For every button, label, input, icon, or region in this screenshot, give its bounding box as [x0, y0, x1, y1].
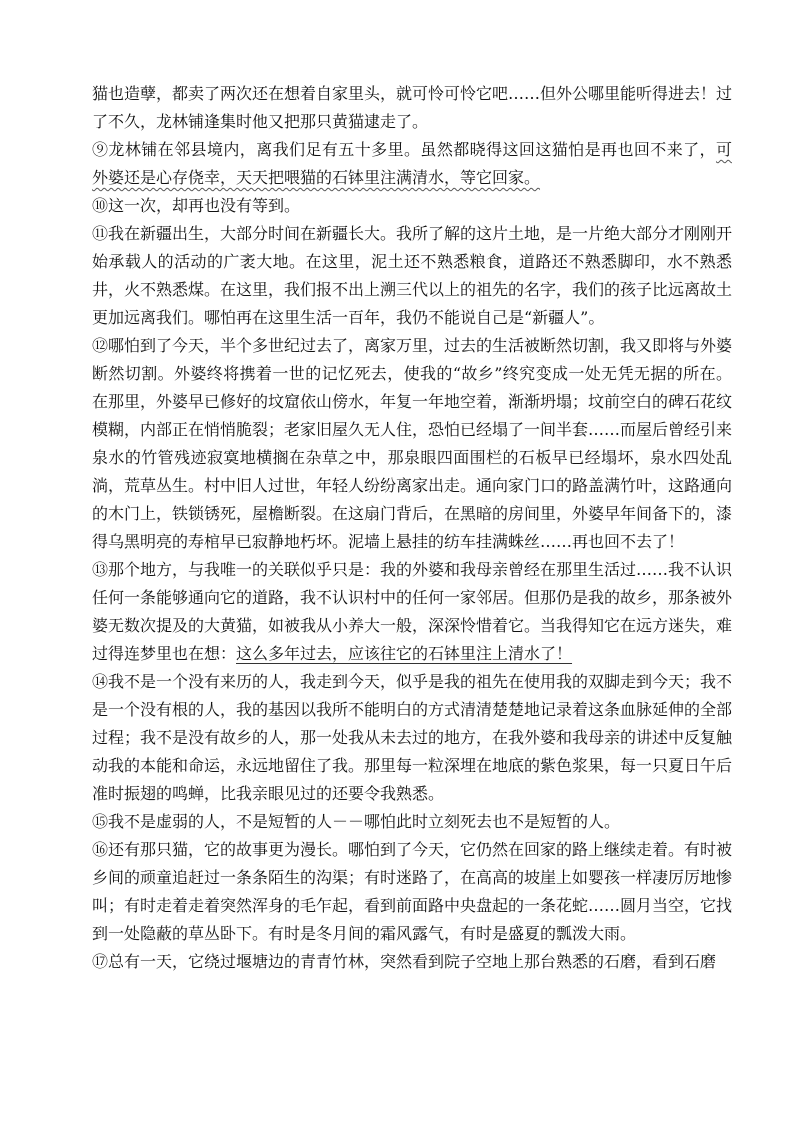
document-page — [92, 80, 732, 976]
paragraph-9 — [92, 136, 732, 192]
paragraph-8-continued: 猫也造孽，都卖了两次还在想着自家里头，就可怜可怜它吧……但外公哪里能听得进去！过了不久，龙林铺逢集时他又把那只黄猫逮走了。 — [92, 84, 733, 131]
paragraph-15: ⑮我不是虚弱的人，不是短暂的人－－哪怕此时立刻死去也不是短暂的人。 — [92, 812, 621, 831]
paragraph-10: ⑩这一次，却再也没有等到。 — [92, 196, 301, 215]
paragraph-12: ⑫哪怕到了今天，半个多世纪过去了，离家万里，过去的生活被断然切割，我又即将与外婆断然切割。外婆终将携着一世的记忆死去，使我的“故乡”终究变成一处无凭无据的所在。在那里，外婆早已修好的坟窟依山傍水，年复一年地空着，渐渐坍塌；坟前空白的碑石花纹模糊，内部正在悄悄脆裂；老家旧屋久无人住，恐怕已经塌了一间半套……而屋后曾经引来泉水的竹管残迹寂寞地横搁在杂草之中，那泉眼四面围栏的石板早已经塌坏，泉水四处乱淌，荒草丛生。村中旧人过世，年轻人纷纷离家出走。通向家门口的路盖满竹叶，这路通向的木门上，铁锁锈死，屋檐断裂。在这扇门背后，在黑暗的房间里，外婆早年间备下的，漆得乌黑明亮的寿棺早已寂静地朽坏。泥墙上悬挂的纺车挂满蛛丝……再也回不去了！ — [92, 336, 733, 551]
paragraph-9-wavy-underlined: 可外婆还是心存侥幸，天天把喂猫的石钵里注满清水，等它回家。 — [92, 140, 732, 187]
paragraph-9-text: ⑨龙林铺在邻县境内，离我们足有五十多里。虽然都晓得这回这猫怕是再也回不来了， — [92, 140, 716, 159]
paragraph-16: ⑯还有那只猫，它的故事更为漫长。哪怕到了今天，它仍然在回家的路上继续走着。有时被乡间的顽童追赶过一条条陌生的沟渠；有时迷路了，在高高的坡崖上如婴孩一样凄厉厉地惨叫；有时走着走着突然浑身的毛乍起，看到前面路中央盘起的一条花蛇……圆月当空，它找到一处隐蔽的草丛卧下。有时是冬月间的霜风露气，有时是盛夏的瓢泼大雨。 — [92, 840, 733, 943]
paragraph-14: ⑭我不是一个没有来历的人，我走到今天，似乎是我的祖先在使用我的双脚走到今天；我不是一个没有根的人，我的基因以我所不能明白的方式清清楚楚地记录着这条血脉延伸的全部过程；我不是没有故乡的人，那一处我从未去过的地方，在我外婆和我母亲的讲述中反复触动我的本能和命运，永远地留住了我。那里每一粒深埋在地底的紫色浆果，每一只夏日午后准时振翅的鸣蝉，比我亲眼见过的还要令我熟悉。 — [92, 672, 733, 803]
paragraph-13-text: ⑬那个地方，与我唯一的关联似乎只是：我的外婆和我母亲曾经在那里生活过……我不认识任何一条能够通向它的道路，我不认识村中的任何一家邻居。但那仍是我的故乡，那条被外婆无数次提及的大黄猫，如被我从小养大一般，深深怜惜着它。当我得知它在远方迷失，难过得连梦里也在想： — [92, 560, 733, 663]
paragraph-13 — [92, 556, 732, 668]
paragraph-11: ⑪我在新疆出生，大部分时间在新疆长大。我所了解的这片土地，是一片绝大部分才刚刚开始承载人的活动的广袤大地。在这里，泥土还不熟悉粮食，道路还不熟悉脚印，水不熟悉井，火不熟悉煤。在这里，我们报不出上溯三代以上的祖先的名字，我们的孩子比远离故土更加远离我们。哪怕再在这里生活一百年，我仍不能说自己是“新疆人”。 — [92, 224, 733, 327]
paragraph-17: ⑰总有一天，它绕过堰塘边的青青竹林，突然看到院子空地上那台熟悉的石磨，看到石磨 — [92, 952, 717, 971]
paragraph-13-underlined: 这么多年过去，应该往它的石钵里注上清水了！ — [236, 644, 573, 663]
